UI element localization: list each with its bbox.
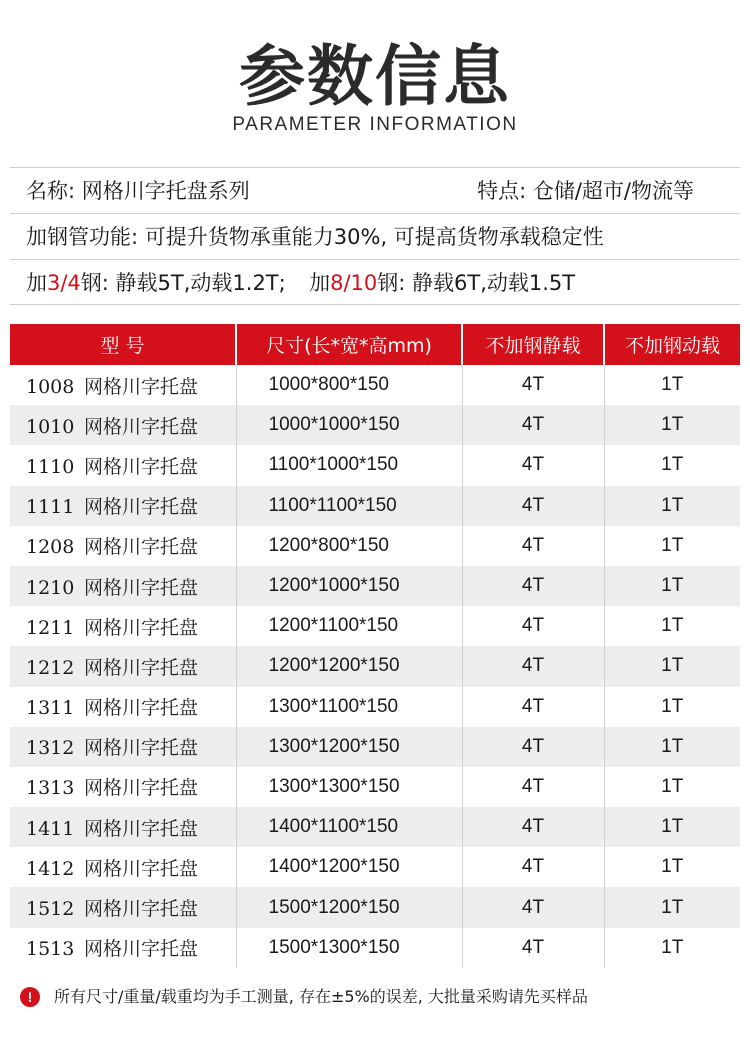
model-code: 1513	[26, 938, 75, 961]
model-name: 网格川字托盘	[84, 857, 199, 880]
cell-size: 1000*800*150	[236, 365, 462, 405]
cell-static-load: 4T	[462, 847, 604, 887]
cell-model	[10, 928, 236, 968]
cell-size: 1500*1200*150	[236, 887, 462, 927]
cell-dynamic-load: 1T	[661, 454, 684, 476]
cell-size: 1400*1100*150	[236, 807, 462, 847]
cell-model	[10, 767, 236, 807]
cell-static-load: 4T	[462, 687, 604, 727]
cell-dynamic-load: 1T	[604, 887, 740, 927]
cell-size: 1500*1300*150	[236, 928, 462, 968]
header-static-load: 不加钢静载	[462, 324, 604, 365]
cell-model	[10, 727, 236, 767]
cell-dynamic-load: 1T	[604, 486, 740, 526]
cell-model	[10, 847, 236, 887]
model-code: 1311	[26, 697, 75, 720]
table-row	[10, 887, 740, 927]
model-code: 1512	[26, 898, 75, 921]
header-dynamic-load: 不加钢动载	[604, 324, 740, 365]
info-steel-line	[10, 259, 740, 305]
table-body	[10, 365, 740, 968]
cell-size: 1400*1200*150	[236, 847, 462, 887]
cell-dynamic-load: 1T	[661, 695, 684, 717]
steel-1-prefix: 加	[26, 271, 47, 295]
table-row	[10, 486, 740, 526]
model-name: 网格川字托盘	[84, 616, 199, 639]
cell-model	[10, 405, 236, 445]
cell-model	[10, 646, 236, 686]
cell-dynamic-load: 1T	[604, 646, 740, 686]
cell-size: 1200*1000*150	[236, 566, 462, 606]
table-row	[10, 687, 740, 727]
cell-static-load: 4T	[462, 365, 604, 405]
cell-dynamic-load: 1T	[661, 534, 684, 556]
model-name: 网格川字托盘	[84, 898, 199, 921]
page-subtitle: PARAMETER INFORMATION	[232, 114, 518, 135]
info-name-line	[10, 167, 740, 213]
cell-static-load: 4T	[462, 928, 604, 968]
name-label: 名称:	[26, 179, 76, 203]
cell-model	[10, 486, 236, 526]
cell-dynamic-load: 1T	[604, 405, 740, 445]
steel-1-spec: 3/4	[47, 271, 81, 295]
info-block	[10, 167, 740, 305]
header-model: 型 号	[10, 324, 236, 365]
cell-size: 1100*1100*150	[236, 486, 462, 526]
feature-value: 仓储/超市/物流等	[532, 179, 694, 203]
model-code: 1210	[26, 576, 75, 599]
model-name: 网格川字托盘	[84, 496, 199, 519]
model-name: 网格川字托盘	[84, 415, 199, 438]
model-code: 1110	[26, 455, 75, 478]
cell-model	[10, 687, 236, 727]
model-name: 网格川字托盘	[84, 455, 199, 478]
cell-model	[10, 807, 236, 847]
cell-size: 1200*800*150	[236, 526, 462, 566]
info-function-line	[10, 213, 740, 259]
table-row	[10, 807, 740, 847]
table-row	[10, 405, 740, 445]
model-code: 1313	[26, 777, 75, 800]
cell-size: 1200*1100*150	[236, 606, 462, 646]
table-row	[10, 606, 740, 646]
table-row	[10, 767, 740, 807]
steel-2-text: 钢: 静载6T,动载1.5T	[377, 271, 576, 295]
table-header-row	[10, 324, 740, 365]
cell-size: 1300*1200*150	[236, 727, 462, 767]
header-size: 尺寸(长*宽*高mm)	[236, 324, 462, 365]
cell-dynamic-load: 1T	[661, 856, 684, 878]
steel-2-prefix: 加	[309, 271, 331, 295]
cell-size: 1000*1000*150	[236, 405, 462, 445]
table-row	[10, 566, 740, 606]
parameter-table	[10, 324, 740, 968]
table-row	[10, 928, 740, 968]
table-row	[10, 365, 740, 405]
feature-label: 特点:	[477, 179, 527, 203]
cell-size: 1300*1100*150	[236, 687, 462, 727]
cell-model	[10, 887, 236, 927]
cell-size: 1100*1000*150	[236, 445, 462, 485]
cell-model	[10, 606, 236, 646]
model-name: 网格川字托盘	[84, 656, 199, 679]
cell-size: 1300*1300*150	[236, 767, 462, 807]
steel-1-text: 钢: 静载5T,动载1.2T;	[80, 271, 286, 295]
cell-model	[10, 526, 236, 566]
model-name: 网格川字托盘	[84, 697, 199, 720]
cell-model	[10, 445, 236, 485]
table-row	[10, 445, 740, 485]
cell-static-load: 4T	[462, 606, 604, 646]
feature-group	[477, 168, 694, 214]
cell-static-load: 4T	[462, 646, 604, 686]
cell-static-load: 4T	[462, 486, 604, 526]
function-value: 可提升货物承重能力30%, 可提高货物承载稳定性	[144, 225, 604, 249]
table-row	[10, 526, 740, 566]
model-code: 1312	[26, 737, 75, 760]
cell-dynamic-load: 1T	[661, 374, 684, 396]
function-label: 加钢管功能:	[26, 225, 139, 249]
model-code: 1008	[26, 375, 75, 398]
model-code: 1111	[26, 496, 75, 519]
exclamation-icon: !	[20, 987, 40, 1007]
model-code: 1010	[26, 415, 75, 438]
model-name: 网格川字托盘	[84, 817, 199, 840]
cell-dynamic-load: 1T	[661, 936, 684, 958]
steel-2-spec: 8/10	[330, 271, 378, 295]
disclaimer-note	[20, 983, 588, 1011]
model-code: 1211	[26, 616, 75, 639]
cell-model	[10, 566, 236, 606]
cell-static-load: 4T	[462, 445, 604, 485]
model-code: 1208	[26, 536, 75, 559]
header	[0, 0, 750, 160]
table-row	[10, 847, 740, 887]
page-title: 参数信息	[239, 38, 511, 115]
model-code: 1212	[26, 656, 75, 679]
cell-static-load: 4T	[462, 887, 604, 927]
cell-static-load: 4T	[462, 767, 604, 807]
cell-dynamic-load: 1T	[661, 775, 684, 797]
model-name: 网格川字托盘	[84, 536, 199, 559]
cell-static-load: 4T	[462, 405, 604, 445]
model-name: 网格川字托盘	[84, 938, 199, 961]
name-value: 网格川字托盘系列	[81, 179, 250, 203]
model-code: 1412	[26, 857, 75, 880]
cell-static-load: 4T	[462, 807, 604, 847]
cell-dynamic-load: 1T	[604, 807, 740, 847]
model-name: 网格川字托盘	[84, 576, 199, 599]
table-row	[10, 646, 740, 686]
model-name: 网格川字托盘	[84, 375, 199, 398]
cell-dynamic-load: 1T	[604, 727, 740, 767]
cell-dynamic-load: 1T	[661, 615, 684, 637]
cell-size: 1200*1200*150	[236, 646, 462, 686]
cell-static-load: 4T	[462, 526, 604, 566]
cell-static-load: 4T	[462, 566, 604, 606]
cell-model	[10, 365, 236, 405]
model-name: 网格川字托盘	[84, 737, 199, 760]
model-code: 1411	[26, 817, 75, 840]
cell-dynamic-load: 1T	[604, 566, 740, 606]
disclaimer-text: 所有尺寸/重量/载重均为手工测量, 存在±5%的误差, 大批量采购请先买样品	[54, 987, 588, 1006]
table-row	[10, 727, 740, 767]
model-name: 网格川字托盘	[84, 777, 199, 800]
cell-static-load: 4T	[462, 727, 604, 767]
